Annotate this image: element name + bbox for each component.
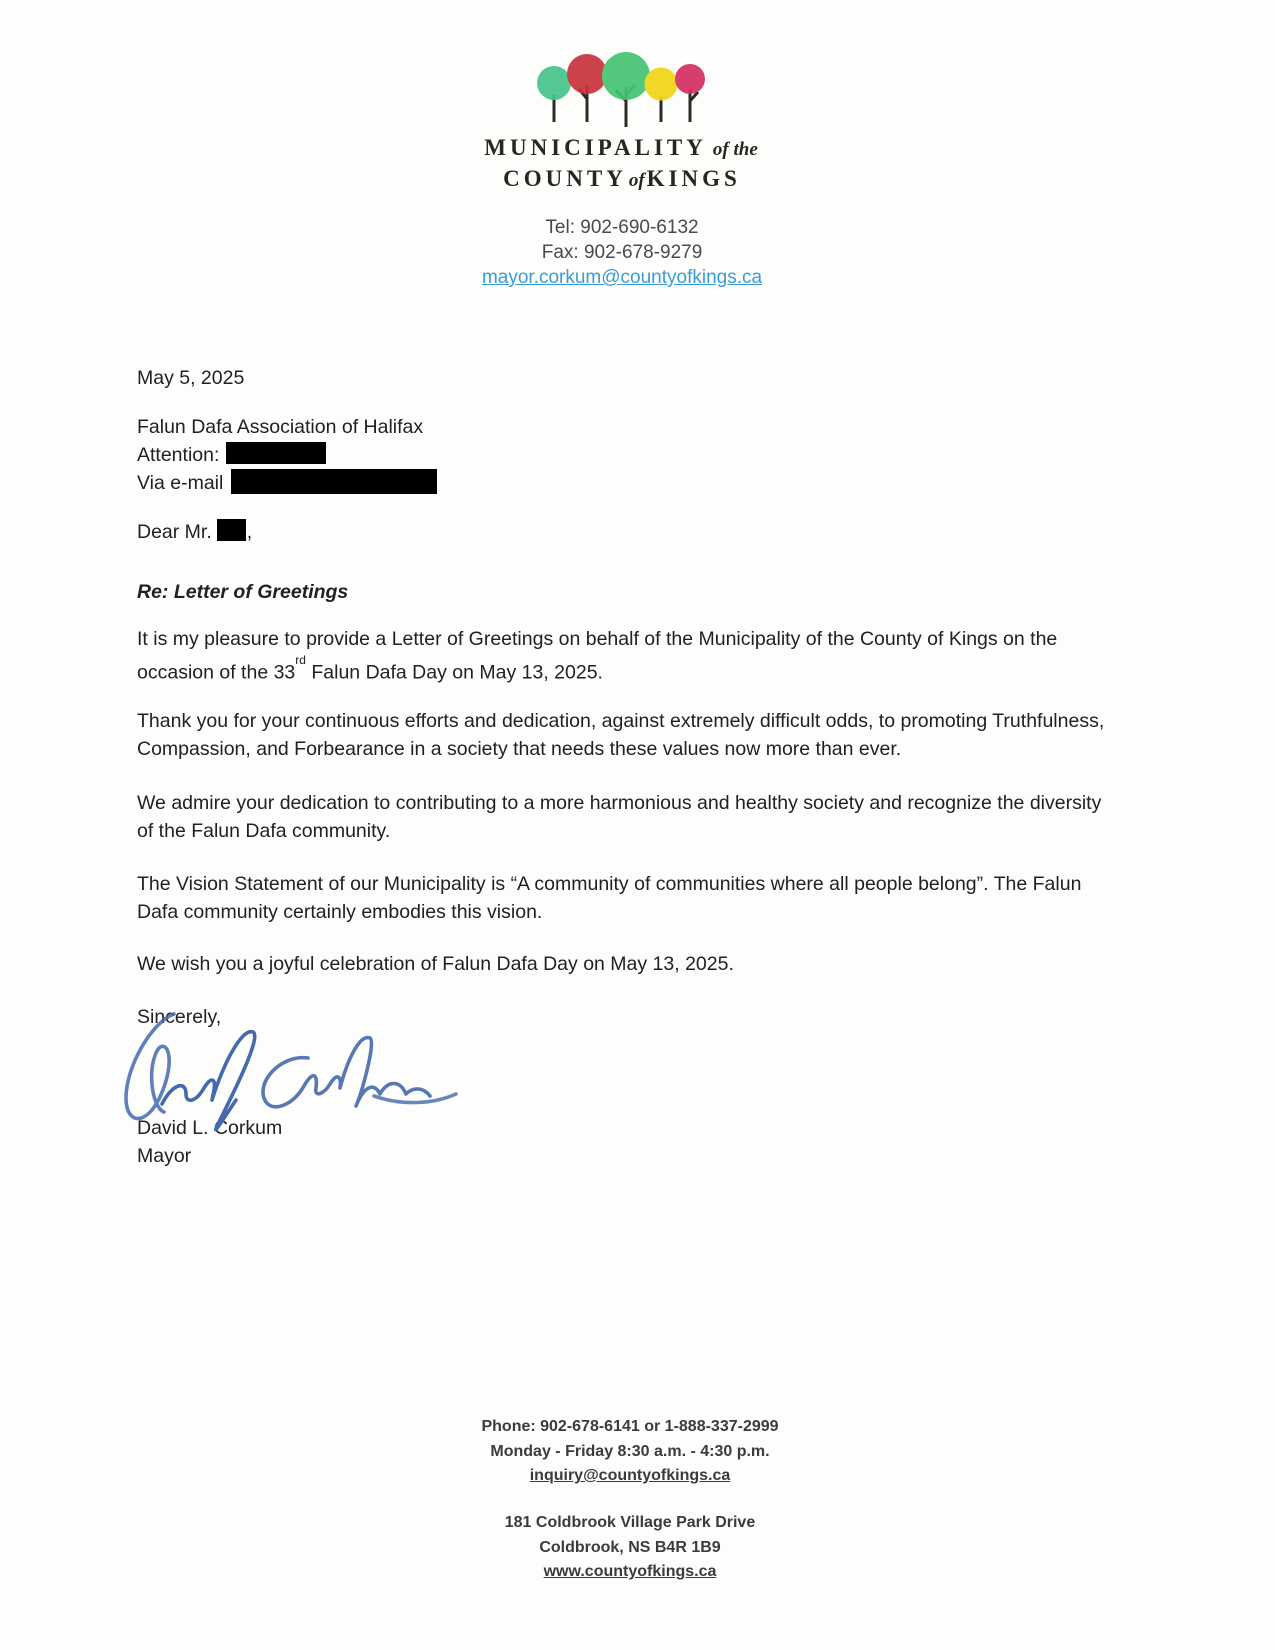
logo-tree-red-icon	[567, 54, 607, 94]
paragraph-5: We wish you a joyful celebration of Falun Dafa Day on May 13, 2025.	[137, 953, 734, 975]
header-fax: Fax: 902-678-9279	[541, 242, 703, 263]
signer-title: Mayor	[137, 1145, 192, 1167]
footer-phone: Phone: 902-678-6141 or 1-888-337-2999	[481, 1418, 779, 1435]
closing-line: Sincerely,	[137, 1006, 222, 1028]
attention-label: Attention:	[137, 443, 220, 466]
ordinal-suffix: rd	[295, 652, 306, 667]
mayor-email-link[interactable]: mayor.corkum@countyofkings.ca	[481, 267, 763, 288]
via-email-label: Via e-mail	[137, 472, 224, 494]
org-name-line1	[330, 135, 914, 161]
footer-address-line1: 181 Coldbrook Village Park Drive	[504, 1514, 756, 1531]
org-kings-text: KINGS	[646, 166, 741, 191]
salutation-line	[137, 519, 1112, 547]
via-email-line	[137, 469, 1112, 498]
logo-tree-green-large-icon	[602, 52, 650, 100]
salutation-post: ,	[246, 521, 253, 543]
org-of-text: of	[628, 170, 645, 191]
paragraph-1-text-cont: Falun Dafa Day on May 13, 2025.	[305, 661, 603, 683]
website-link[interactable]: www.countyofkings.ca	[543, 1563, 717, 1580]
header-contact-block	[330, 215, 914, 290]
signer-name: David L. Corkum	[137, 1117, 283, 1139]
paragraph-1-text: It is my pleasure to provide a Letter of Greetings on behalf of the Municipality of the County of Kings on the occasion of the 33	[137, 628, 1058, 683]
via-email-redaction-box	[231, 469, 437, 494]
footer-address-block	[380, 1511, 880, 1585]
logo-tree-pink-icon	[675, 64, 705, 94]
paragraph-4: The Vision Statement of our Municipality is “A community of communities where all people belong”. The Falun Dafa community certainly embodies this vision.	[137, 873, 1082, 923]
org-name-line2	[330, 166, 914, 192]
salutation-redaction-box	[217, 519, 246, 541]
subject-line: Re: Letter of Greetings	[137, 581, 349, 603]
attention-redaction-box	[226, 442, 326, 464]
org-county-text: COUNTY	[503, 166, 627, 191]
paragraph-3: We admire your dedication to contributing to a more harmonious and healthy society and recognize the diversity of the Falun Dafa community.	[137, 792, 1102, 842]
org-municipality-text: MUNICIPALITY	[484, 135, 707, 160]
footer-address-line2: Coldbrook, NS B4R 1B9	[539, 1538, 721, 1556]
attention-line	[137, 442, 1112, 470]
footer-hours: Monday - Friday 8:30 a.m. - 4:30 p.m.	[490, 1442, 770, 1460]
logo-tree-yellow-icon	[645, 68, 678, 101]
header-tel: Tel: 902-690-6132	[545, 217, 699, 238]
letter-date: May 5, 2025	[137, 367, 245, 389]
logo-tree-green-small-icon	[537, 66, 571, 100]
county-of-kings-trees-logo	[528, 45, 708, 130]
paragraph-1	[137, 626, 1112, 687]
recipient-block	[137, 414, 1112, 498]
inquiry-email-link[interactable]: inquiry@countyofkings.ca	[529, 1467, 731, 1484]
footer-contact-block	[380, 1415, 880, 1489]
recipient-org: Falun Dafa Association of Halifax	[137, 416, 424, 438]
salutation-pre: Dear Mr.	[137, 521, 212, 543]
paragraph-2: Thank you for your continuous efforts and dedication, against extremely difficult odds, to promoting Truthfulness, Compassion, and Forbearance in a society that needs these values now more than ever.	[137, 710, 1105, 760]
org-ofthe-text: of the	[712, 139, 758, 160]
